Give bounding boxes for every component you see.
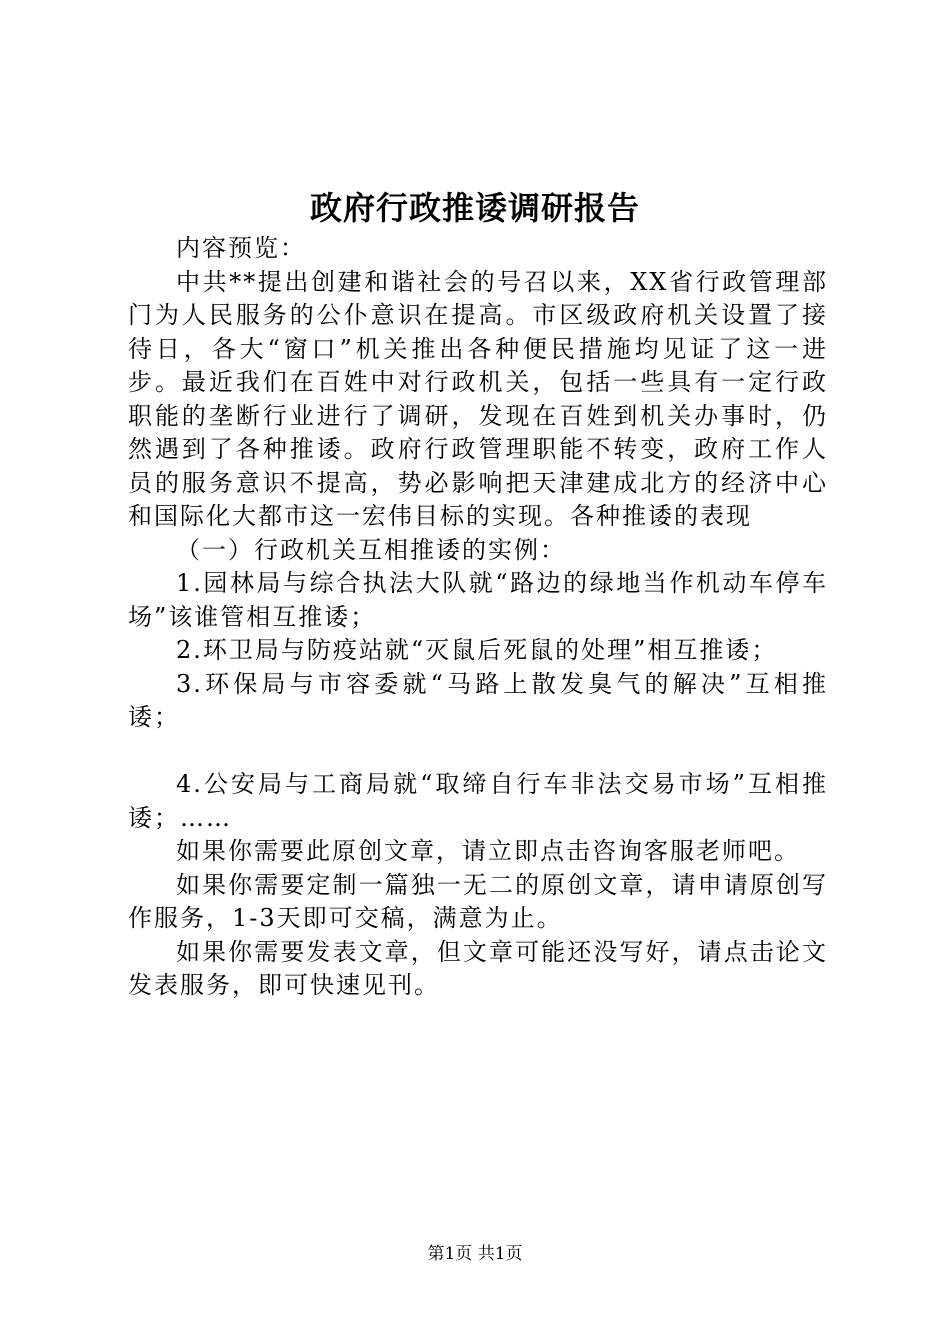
preview-label: 内容预览：: [176, 234, 306, 262]
promo-paragraph-publish: 如果你需要发表文章，但文章可能还没写好，请点击论文发表服务，即可快速见刊。: [128, 937, 828, 999]
section-heading: （一）行政机关互相推诿的实例：: [176, 535, 566, 564]
document-title: 政府行政推诿调研报告: [309, 189, 640, 227]
example-item-1: 1.园林局与综合执法大队就“路边的绿地当作机动车停车场”该谁管相互推诿；: [128, 569, 828, 631]
example-item-2: 2.环卫局与防疫站就“灭鼠后死鼠的处理”相互推诿；: [176, 636, 778, 664]
example-item-3: 3.环保局与市容委就“马路上散发臭气的解决”互相推诿；: [128, 669, 828, 731]
example-item-4: 4.公安局与工商局就“取缔自行车非法交易市场”互相推诿；……: [128, 770, 828, 832]
document-body: [128, 232, 828, 1003]
promo-paragraph-consult: 如果你需要此原创文章，请立即点击咨询客服老师吧。: [176, 837, 800, 865]
promo-paragraph-custom: 如果你需要定制一篇独一无二的原创文章，请申请原创写作服务，1-3天即可交稿，满意为止。: [128, 870, 828, 932]
intro-paragraph: 中共**提出创建和谐社会的号召以来，XX省行政管理部门为人民服务的公仆意识在提高。市区级政府机关设置了接待日，各大“窗口”机关推出各种便民措施均见证了这一进步。最近我们在百姓中对行政机关，包括一些具有一定行政职能的垄断行业进行了调研，发现在百姓到机关办事时，仍然遇到了各种推诿。政府行政管理职能不转变，政府工作人员的服务意识不提高，势必影响把天津建成北方的经济中心和国际化大都市这一宏伟目标的实现。各种推诿的表现: [128, 267, 828, 530]
page-number-footer: 第1页 共1页: [427, 1244, 523, 1264]
